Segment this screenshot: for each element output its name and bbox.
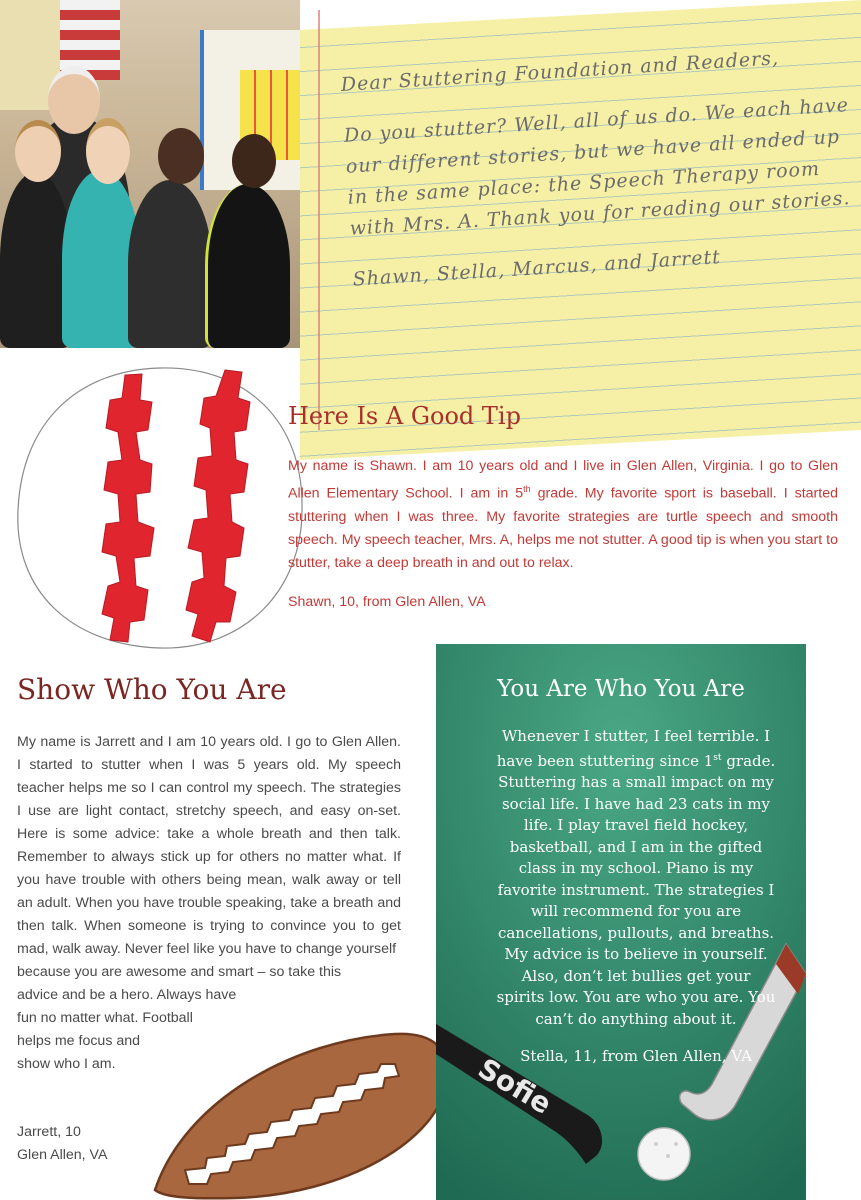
- show-line-b: advice and be a hero. Always have: [17, 987, 237, 1003]
- panel-body-sup: st: [713, 752, 722, 763]
- tip-body-sup: th: [523, 484, 531, 494]
- tip-signature: Shawn, 10, from Glen Allen, VA: [288, 594, 486, 610]
- photo-kid-4: [205, 184, 290, 348]
- photo-teacher-head: [48, 66, 100, 134]
- classroom-photo: [0, 0, 300, 348]
- photo-kid-3-head: [158, 128, 204, 184]
- football-drawing: [145, 1020, 455, 1200]
- tip-body-pre: My name is Shawn. I am 10 years old and I live in Glen Allen, Virginia. I go to Glen Allen Elementary School. I am in 5: [288, 458, 838, 502]
- tip-title: Here Is A Good Tip: [288, 402, 521, 430]
- show-signature-name: Jarrett, 10: [17, 1124, 81, 1140]
- show-line-c: fun no matter what. Football: [17, 1010, 193, 1026]
- photo-kid-4-head: [232, 134, 276, 188]
- show-signature-place: Glen Allen, VA: [17, 1147, 108, 1163]
- show-signature: [17, 1121, 107, 1167]
- panel-body-pre: Whenever I stutter, I feel terrible. I have been stuttering since 1: [496, 727, 771, 770]
- show-title: Show Who You Are: [17, 673, 287, 706]
- panel-body: [496, 726, 776, 1030]
- letter-greeting: Dear Stuttering Foundation and Readers,: [340, 47, 780, 96]
- panel-signature: Stella, 11, from Glen Allen, VA: [520, 1047, 752, 1065]
- show-body-text: My name is Jarrett and I am 10 years old. I go to Glen Allen. I started to stutter when I was 5 years old. My speech teacher helps me so I can control my speech. The strategies I use are light contact, stretchy speech, and easy on-set. Here is some advice: take a whole breath and then talk. Remember to always stick up for others no matter what. If you have trouble with others being mean, walk away or tell an adult. When you have trouble speaking, take a breath and then talk. When someone is trying to convince you to get mad, walk away. Never feel like you have to change yourself: [17, 734, 401, 957]
- paper-margin-line: [318, 10, 320, 430]
- panel-body-post: grade. Stuttering has a small impact on my social life. I have had 23 cats in my life. I play travel field hockey, basketball, and I am in the gifted class in my school. Piano is my favorite instrument. The strategies I will recommend for you are cancellations, pullouts, and breaths. My advice is to believe in yourself. Also, don’t let bullies get your spirits low. You are who you are. You can’t do anything about it.: [496, 751, 776, 1028]
- show-line-e: show who I am.: [17, 1056, 116, 1072]
- baseball-drawing: [10, 360, 310, 655]
- tip-body: [288, 455, 838, 575]
- tip-body-post: grade. My favorite sport is baseball. I started stuttering when I was three. My favorite strategies are turtle speech and smooth speech. My speech teacher, Mrs. A, helps me not stutter. A good tip is when you start to stutter, take a deep breath in and out to relax.: [288, 485, 839, 571]
- show-line-a: because you are awesome and smart – so take this: [17, 964, 342, 980]
- photo-kid-3: [128, 180, 212, 348]
- letter-body: Do you stutter? Well, all of us do. We each have our different stories, but we have all ended up in the same place: the Speech Therapy room with Mrs. A. Thank you for reading our stories.: [343, 94, 852, 240]
- show-line-d: helps me focus and: [17, 1033, 141, 1049]
- panel-title: You Are Who You Are: [497, 676, 745, 702]
- hockey-stick-label: Sofie: [472, 1051, 558, 1121]
- intro-letter: [340, 39, 861, 316]
- photo-kid-2-head: [86, 118, 130, 184]
- photo-kid-1-head: [15, 120, 61, 182]
- letter-signature: Shawn, Stella, Marcus, and Jarrett: [352, 246, 722, 291]
